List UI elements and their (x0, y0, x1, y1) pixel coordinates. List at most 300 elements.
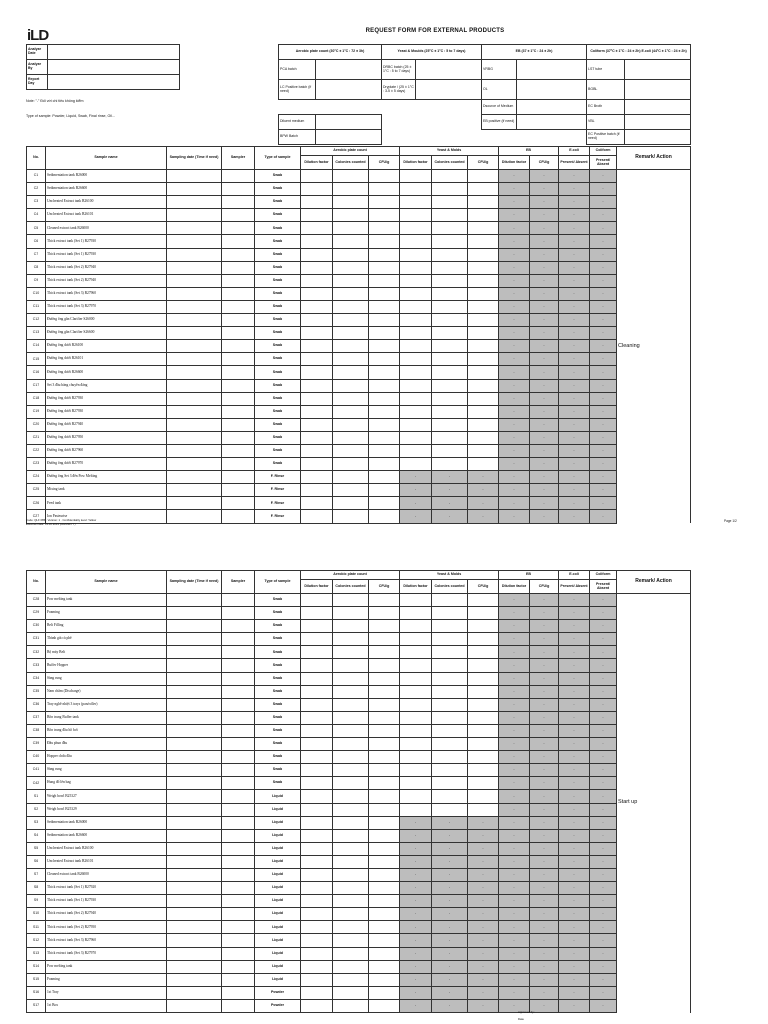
sampling-date-cell[interactable] (167, 895, 222, 908)
dilution-cell[interactable] (400, 405, 432, 418)
colonies-cell[interactable] (333, 594, 369, 607)
dilution-cell[interactable] (301, 353, 333, 366)
cfu-cell[interactable] (468, 392, 499, 405)
colonies-cell[interactable] (432, 607, 468, 620)
colonies-cell[interactable] (333, 646, 369, 659)
sampler-cell[interactable] (222, 431, 255, 444)
sampling-date-cell[interactable] (167, 685, 222, 698)
colonies-cell[interactable] (432, 274, 468, 287)
cfu-cell[interactable] (369, 868, 400, 881)
cfu-cell[interactable] (468, 698, 499, 711)
sampling-date-cell[interactable] (167, 170, 222, 183)
dilution-cell[interactable] (400, 353, 432, 366)
cfu-cell[interactable] (369, 287, 400, 300)
sampler-cell[interactable] (222, 738, 255, 751)
colonies-cell[interactable] (432, 738, 468, 751)
cfu-cell[interactable] (369, 986, 400, 999)
dilution-cell[interactable] (301, 855, 333, 868)
media-field[interactable] (517, 80, 587, 100)
sampling-date-cell[interactable] (167, 314, 222, 327)
sampling-date-cell[interactable] (167, 633, 222, 646)
cfu-cell[interactable] (468, 672, 499, 685)
colonies-cell[interactable] (333, 353, 369, 366)
cfu-cell[interactable] (369, 842, 400, 855)
dilution-cell[interactable] (400, 300, 432, 313)
colonies-cell[interactable] (432, 183, 468, 196)
sampling-date-cell[interactable] (167, 960, 222, 973)
colonies-cell[interactable] (432, 685, 468, 698)
cfu-cell[interactable] (369, 366, 400, 379)
colonies-cell[interactable] (333, 882, 369, 895)
analyze-by-field[interactable] (48, 60, 180, 75)
sampler-cell[interactable] (222, 685, 255, 698)
dilution-cell[interactable] (400, 738, 432, 751)
cfu-cell[interactable] (369, 183, 400, 196)
sampler-cell[interactable] (222, 300, 255, 313)
colonies-cell[interactable] (432, 724, 468, 737)
sampling-date-cell[interactable] (167, 803, 222, 816)
dilution-cell[interactable] (400, 803, 432, 816)
cfu-cell[interactable] (468, 170, 499, 183)
dilution-cell[interactable] (400, 685, 432, 698)
colonies-cell[interactable] (333, 484, 369, 497)
colonies-cell[interactable] (333, 418, 369, 431)
dilution-cell[interactable] (301, 934, 333, 947)
cfu-cell[interactable] (468, 444, 499, 457)
colonies-cell[interactable] (333, 973, 369, 986)
colonies-cell[interactable] (333, 170, 369, 183)
sampler-cell[interactable] (222, 379, 255, 392)
sampler-cell[interactable] (222, 418, 255, 431)
cfu-cell[interactable] (468, 418, 499, 431)
dilution-cell[interactable] (301, 314, 333, 327)
cfu-cell[interactable] (468, 222, 499, 235)
cfu-cell[interactable] (369, 300, 400, 313)
cfu-cell[interactable] (369, 947, 400, 960)
dilution-cell[interactable] (301, 921, 333, 934)
sampling-date-cell[interactable] (167, 209, 222, 222)
colonies-cell[interactable] (333, 327, 369, 340)
sampler-cell[interactable] (222, 751, 255, 764)
cfu-cell[interactable] (369, 999, 400, 1012)
cfu-cell[interactable] (369, 510, 400, 523)
colonies-cell[interactable] (432, 300, 468, 313)
colonies-cell[interactable] (333, 196, 369, 209)
sampling-date-cell[interactable] (167, 458, 222, 471)
dilution-cell[interactable] (301, 607, 333, 620)
sampling-date-cell[interactable] (167, 738, 222, 751)
cfu-cell[interactable] (468, 620, 499, 633)
cfu-cell[interactable] (468, 300, 499, 313)
dilution-cell[interactable] (301, 594, 333, 607)
colonies-cell[interactable] (333, 672, 369, 685)
cfu-cell[interactable] (369, 594, 400, 607)
cfu-cell[interactable] (369, 607, 400, 620)
dilution-cell[interactable] (301, 458, 333, 471)
dilution-cell[interactable] (301, 882, 333, 895)
sampler-cell[interactable] (222, 999, 255, 1012)
sampler-cell[interactable] (222, 934, 255, 947)
sampling-date-cell[interactable] (167, 777, 222, 790)
sampler-cell[interactable] (222, 947, 255, 960)
sampling-date-cell[interactable] (167, 340, 222, 353)
cfu-cell[interactable] (369, 882, 400, 895)
colonies-cell[interactable] (333, 392, 369, 405)
sampler-cell[interactable] (222, 340, 255, 353)
dilution-cell[interactable] (400, 711, 432, 724)
cfu-cell[interactable] (468, 711, 499, 724)
sampler-cell[interactable] (222, 633, 255, 646)
sampling-date-cell[interactable] (167, 607, 222, 620)
sampling-date-cell[interactable] (167, 510, 222, 523)
dilution-cell[interactable] (301, 829, 333, 842)
sampling-date-cell[interactable] (167, 405, 222, 418)
sampler-cell[interactable] (222, 908, 255, 921)
sampler-cell[interactable] (222, 261, 255, 274)
colonies-cell[interactable] (333, 274, 369, 287)
cfu-cell[interactable] (369, 471, 400, 484)
dilution-cell[interactable] (301, 633, 333, 646)
media-field[interactable] (416, 60, 482, 80)
colonies-cell[interactable] (333, 183, 369, 196)
cfu-cell[interactable] (468, 340, 499, 353)
dilution-cell[interactable] (400, 458, 432, 471)
cfu-cell[interactable] (369, 698, 400, 711)
cfu-cell[interactable] (468, 724, 499, 737)
dilution-cell[interactable] (400, 327, 432, 340)
sampling-date-cell[interactable] (167, 274, 222, 287)
sampling-date-cell[interactable] (167, 711, 222, 724)
colonies-cell[interactable] (432, 594, 468, 607)
colonies-cell[interactable] (432, 672, 468, 685)
colonies-cell[interactable] (333, 999, 369, 1012)
dilution-cell[interactable] (301, 287, 333, 300)
sampling-date-cell[interactable] (167, 431, 222, 444)
sampler-cell[interactable] (222, 973, 255, 986)
dilution-cell[interactable] (301, 248, 333, 261)
cfu-cell[interactable] (369, 934, 400, 947)
sampler-cell[interactable] (222, 764, 255, 777)
dilution-cell[interactable] (301, 471, 333, 484)
cfu-cell[interactable] (468, 209, 499, 222)
cfu-cell[interactable] (369, 620, 400, 633)
sampler-cell[interactable] (222, 366, 255, 379)
dilution-cell[interactable] (400, 620, 432, 633)
cfu-cell[interactable] (369, 444, 400, 457)
dilution-cell[interactable] (301, 698, 333, 711)
cfu-cell[interactable] (468, 379, 499, 392)
dilution-cell[interactable] (400, 170, 432, 183)
sampler-cell[interactable] (222, 484, 255, 497)
sampling-date-cell[interactable] (167, 764, 222, 777)
dilution-cell[interactable] (301, 751, 333, 764)
sampling-date-cell[interactable] (167, 724, 222, 737)
colonies-cell[interactable] (333, 921, 369, 934)
cfu-cell[interactable] (369, 431, 400, 444)
colonies-cell[interactable] (333, 947, 369, 960)
cfu-cell[interactable] (369, 633, 400, 646)
dilution-cell[interactable] (301, 340, 333, 353)
sampler-cell[interactable] (222, 646, 255, 659)
cfu-cell[interactable] (369, 261, 400, 274)
cfu-cell[interactable] (369, 855, 400, 868)
dilution-cell[interactable] (301, 738, 333, 751)
cfu-cell[interactable] (369, 672, 400, 685)
dilution-cell[interactable] (400, 418, 432, 431)
cfu-cell[interactable] (468, 261, 499, 274)
sampling-date-cell[interactable] (167, 868, 222, 881)
colonies-cell[interactable] (432, 458, 468, 471)
cfu-cell[interactable] (369, 646, 400, 659)
sampler-cell[interactable] (222, 594, 255, 607)
dilution-cell[interactable] (400, 751, 432, 764)
dilution-cell[interactable] (301, 672, 333, 685)
colonies-cell[interactable] (333, 960, 369, 973)
dilution-cell[interactable] (301, 790, 333, 803)
dilution-cell[interactable] (301, 868, 333, 881)
colonies-cell[interactable] (432, 353, 468, 366)
colonies-cell[interactable] (333, 209, 369, 222)
colonies-cell[interactable] (333, 816, 369, 829)
sampling-date-cell[interactable] (167, 594, 222, 607)
cfu-cell[interactable] (468, 633, 499, 646)
dilution-cell[interactable] (301, 510, 333, 523)
sampling-date-cell[interactable] (167, 751, 222, 764)
colonies-cell[interactable] (333, 300, 369, 313)
dilution-cell[interactable] (301, 300, 333, 313)
colonies-cell[interactable] (333, 235, 369, 248)
sampler-cell[interactable] (222, 724, 255, 737)
analyze-date-field[interactable] (48, 45, 180, 60)
colonies-cell[interactable] (333, 287, 369, 300)
sampler-cell[interactable] (222, 659, 255, 672)
sampling-date-cell[interactable] (167, 921, 222, 934)
dilution-cell[interactable] (301, 497, 333, 510)
dilution-cell[interactable] (301, 895, 333, 908)
dilution-cell[interactable] (400, 777, 432, 790)
cfu-cell[interactable] (468, 314, 499, 327)
colonies-cell[interactable] (432, 711, 468, 724)
cfu-cell[interactable] (369, 327, 400, 340)
sampling-date-cell[interactable] (167, 790, 222, 803)
colonies-cell[interactable] (432, 196, 468, 209)
dilution-cell[interactable] (301, 209, 333, 222)
sampler-cell[interactable] (222, 829, 255, 842)
cfu-cell[interactable] (468, 353, 499, 366)
sampler-cell[interactable] (222, 471, 255, 484)
colonies-cell[interactable] (432, 405, 468, 418)
colonies-cell[interactable] (333, 790, 369, 803)
dilution-cell[interactable] (301, 170, 333, 183)
dilution-cell[interactable] (301, 418, 333, 431)
dilution-cell[interactable] (400, 248, 432, 261)
dilution-cell[interactable] (400, 724, 432, 737)
dilution-cell[interactable] (400, 222, 432, 235)
cfu-cell[interactable] (369, 248, 400, 261)
dilution-cell[interactable] (400, 698, 432, 711)
colonies-cell[interactable] (432, 790, 468, 803)
sampler-cell[interactable] (222, 895, 255, 908)
media-field[interactable] (517, 100, 587, 115)
sampling-date-cell[interactable] (167, 646, 222, 659)
sampler-cell[interactable] (222, 510, 255, 523)
colonies-cell[interactable] (333, 855, 369, 868)
colonies-cell[interactable] (333, 934, 369, 947)
colonies-cell[interactable] (333, 222, 369, 235)
sampler-cell[interactable] (222, 248, 255, 261)
colonies-cell[interactable] (333, 444, 369, 457)
dilution-cell[interactable] (301, 908, 333, 921)
colonies-cell[interactable] (333, 248, 369, 261)
sampler-cell[interactable] (222, 777, 255, 790)
sampling-date-cell[interactable] (167, 327, 222, 340)
colonies-cell[interactable] (432, 620, 468, 633)
dilution-cell[interactable] (400, 444, 432, 457)
dilution-cell[interactable] (400, 261, 432, 274)
cfu-cell[interactable] (468, 777, 499, 790)
dilution-cell[interactable] (400, 431, 432, 444)
colonies-cell[interactable] (333, 659, 369, 672)
colonies-cell[interactable] (333, 471, 369, 484)
cfu-cell[interactable] (468, 196, 499, 209)
dilution-cell[interactable] (301, 261, 333, 274)
colonies-cell[interactable] (432, 444, 468, 457)
dilution-cell[interactable] (400, 235, 432, 248)
colonies-cell[interactable] (333, 366, 369, 379)
sampler-cell[interactable] (222, 816, 255, 829)
cfu-cell[interactable] (468, 431, 499, 444)
dilution-cell[interactable] (301, 646, 333, 659)
colonies-cell[interactable] (333, 829, 369, 842)
cfu-cell[interactable] (369, 497, 400, 510)
colonies-cell[interactable] (333, 868, 369, 881)
sampling-date-cell[interactable] (167, 366, 222, 379)
cfu-cell[interactable] (369, 209, 400, 222)
dilution-cell[interactable] (400, 183, 432, 196)
sampling-date-cell[interactable] (167, 353, 222, 366)
colonies-cell[interactable] (432, 379, 468, 392)
sampling-date-cell[interactable] (167, 222, 222, 235)
colonies-cell[interactable] (432, 222, 468, 235)
sampler-cell[interactable] (222, 882, 255, 895)
sampler-cell[interactable] (222, 790, 255, 803)
dilution-cell[interactable] (301, 431, 333, 444)
dilution-cell[interactable] (400, 274, 432, 287)
dilution-cell[interactable] (301, 196, 333, 209)
cfu-cell[interactable] (369, 921, 400, 934)
dilution-cell[interactable] (400, 366, 432, 379)
dilution-cell[interactable] (400, 646, 432, 659)
sampler-cell[interactable] (222, 170, 255, 183)
colonies-cell[interactable] (333, 777, 369, 790)
dilution-cell[interactable] (301, 777, 333, 790)
sampling-date-cell[interactable] (167, 698, 222, 711)
colonies-cell[interactable] (432, 287, 468, 300)
sampler-cell[interactable] (222, 607, 255, 620)
cfu-cell[interactable] (468, 248, 499, 261)
cfu-cell[interactable] (369, 816, 400, 829)
colonies-cell[interactable] (432, 340, 468, 353)
dilution-cell[interactable] (301, 999, 333, 1012)
cfu-cell[interactable] (468, 803, 499, 816)
sampling-date-cell[interactable] (167, 196, 222, 209)
dilution-cell[interactable] (301, 183, 333, 196)
colonies-cell[interactable] (333, 986, 369, 999)
media-field[interactable] (517, 60, 587, 80)
sampler-cell[interactable] (222, 353, 255, 366)
dilution-cell[interactable] (400, 790, 432, 803)
cfu-cell[interactable] (369, 908, 400, 921)
colonies-cell[interactable] (432, 777, 468, 790)
cfu-cell[interactable] (369, 790, 400, 803)
colonies-cell[interactable] (333, 685, 369, 698)
sampler-cell[interactable] (222, 803, 255, 816)
report-day-field[interactable] (48, 75, 180, 90)
sampler-cell[interactable] (222, 711, 255, 724)
cfu-cell[interactable] (468, 366, 499, 379)
cfu-cell[interactable] (369, 685, 400, 698)
dilution-cell[interactable] (400, 594, 432, 607)
sampling-date-cell[interactable] (167, 248, 222, 261)
cfu-cell[interactable] (369, 777, 400, 790)
dilution-cell[interactable] (301, 960, 333, 973)
sampler-cell[interactable] (222, 868, 255, 881)
colonies-cell[interactable] (333, 620, 369, 633)
cfu-cell[interactable] (369, 340, 400, 353)
colonies-cell[interactable] (333, 711, 369, 724)
sampling-date-cell[interactable] (167, 418, 222, 431)
media-field[interactable] (625, 100, 691, 115)
media-field[interactable] (625, 80, 691, 100)
sampler-cell[interactable] (222, 855, 255, 868)
sampling-date-cell[interactable] (167, 973, 222, 986)
sampling-date-cell[interactable] (167, 261, 222, 274)
dilution-cell[interactable] (301, 274, 333, 287)
dilution-cell[interactable] (301, 235, 333, 248)
sampler-cell[interactable] (222, 444, 255, 457)
colonies-cell[interactable] (432, 248, 468, 261)
colonies-cell[interactable] (333, 908, 369, 921)
sampling-date-cell[interactable] (167, 999, 222, 1012)
media-field[interactable] (517, 115, 587, 130)
cfu-cell[interactable] (468, 405, 499, 418)
sampler-cell[interactable] (222, 960, 255, 973)
colonies-cell[interactable] (333, 895, 369, 908)
colonies-cell[interactable] (333, 724, 369, 737)
colonies-cell[interactable] (432, 392, 468, 405)
colonies-cell[interactable] (333, 751, 369, 764)
colonies-cell[interactable] (432, 209, 468, 222)
dilution-cell[interactable] (400, 379, 432, 392)
dilution-cell[interactable] (301, 405, 333, 418)
cfu-cell[interactable] (369, 379, 400, 392)
sampler-cell[interactable] (222, 235, 255, 248)
cfu-cell[interactable] (369, 392, 400, 405)
sampling-date-cell[interactable] (167, 829, 222, 842)
dilution-cell[interactable] (301, 842, 333, 855)
colonies-cell[interactable] (333, 261, 369, 274)
cfu-cell[interactable] (369, 973, 400, 986)
colonies-cell[interactable] (333, 633, 369, 646)
colonies-cell[interactable] (333, 764, 369, 777)
colonies-cell[interactable] (333, 340, 369, 353)
sampling-date-cell[interactable] (167, 986, 222, 999)
sampler-cell[interactable] (222, 209, 255, 222)
colonies-cell[interactable] (432, 261, 468, 274)
cfu-cell[interactable] (468, 287, 499, 300)
sampling-date-cell[interactable] (167, 392, 222, 405)
sampling-date-cell[interactable] (167, 287, 222, 300)
